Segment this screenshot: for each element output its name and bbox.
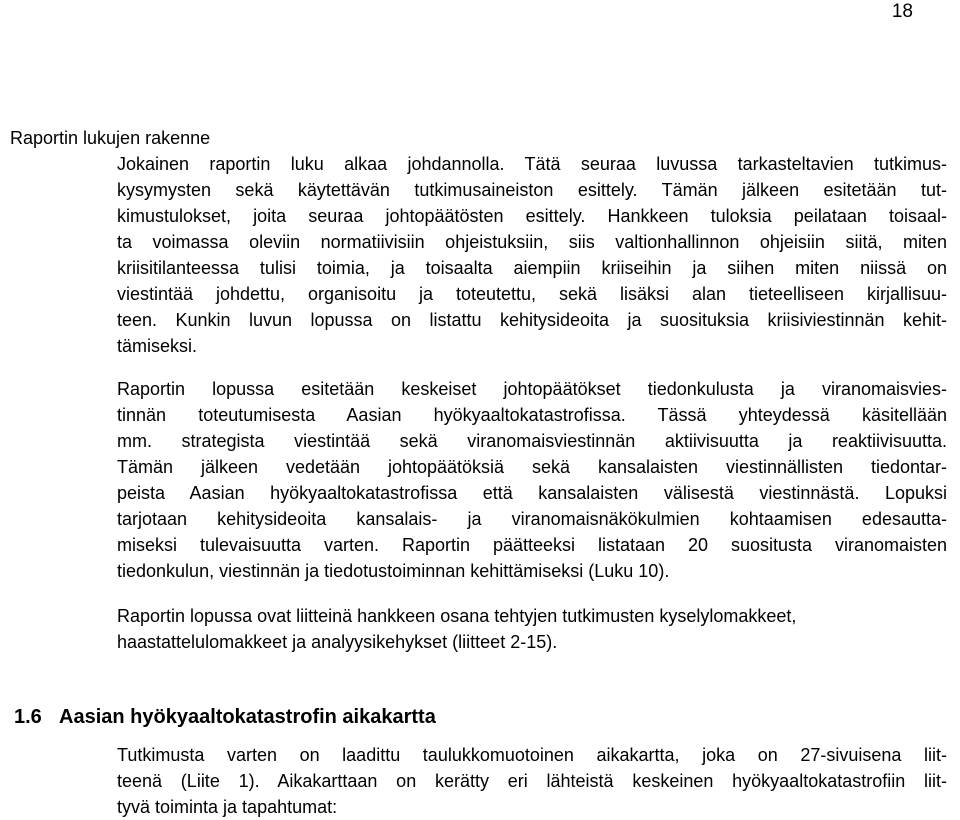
text-line: Tämän jälkeen vedetään johtopäätöksiä sekä kansalaisten viestinnällisten tiedontar- <box>117 457 947 477</box>
text-line: peista Aasian hyökyaaltokatastrofissa että kansalaisten välisestä viestinnästä. Lopuksi <box>117 483 947 503</box>
text-line: Raportin lopussa ovat liitteinä hankkeen osana tehtyjen tutkimusten kyselylomakkeet, <box>117 606 797 626</box>
text-line: kysymysten sekä käytettävän tutkimusaineiston esittely. Tämän jälkeen esitetään tut- <box>117 180 947 200</box>
text-line: ta voimassa oleviin normatiivisiin ohjeistuksiin, siis valtionhallinnon ohjeisiin siitä, miten <box>117 232 947 252</box>
text-line: Raportin lopussa esitetään keskeiset johtopäätökset tiedonkulusta ja viranomaisvies- <box>117 379 947 399</box>
text-line: viestintää johdettu, organisoitu ja toteutettu, sekä lisäksi alan tieteelliseen kirjallisuu- <box>117 284 947 304</box>
text-line: tyvä toiminta ja tapahtumat: <box>117 797 338 817</box>
text-line: mm. strategista viestintää sekä viranomaisviestinnän aktiivisuutta ja reaktiivisuutta. <box>117 431 947 451</box>
section-heading <box>14 703 436 731</box>
page-number: 18 <box>891 1 913 22</box>
text-line: Jokainen raportin luku alkaa johdannolla. Tätä seuraa luvussa tarkasteltavien tutkimus- <box>117 154 947 174</box>
text-line: tarjotaan kehitysideoita kansalais- ja viranomaisnäkökulmien kohtaamisen edesautta- <box>117 509 947 529</box>
text-line: miseksi tulevaisuutta varten. Raportin päätteeksi listataan 20 suositusta viranomaisten <box>117 535 947 555</box>
section-number: 1.6 <box>14 706 42 728</box>
text-line: tiedonkulun, viestinnän ja tiedotustoiminnan kehittämiseksi (Luku 10). <box>117 561 670 581</box>
text-line: tinnän toteutumisesta Aasian hyökyaaltokatastrofissa. Tässä yhteydessä käsitellään <box>117 405 947 425</box>
text-line: tämiseksi. <box>117 336 198 356</box>
section-heading-title: Aasian hyökyaaltokatastrofin aikakartta <box>59 706 436 728</box>
section-title: Raportin lukujen rakenne <box>10 128 211 148</box>
text-line: teenä (Liite 1). Aikakarttaan on kerätty eri lähteistä keskeinen hyökyaaltokatastrofiin liit- <box>117 771 947 791</box>
text-line: kimustulokset, joita seuraa johtopäätösten esittely. Hankkeen tuloksia peilataan toisaal- <box>117 206 947 226</box>
text-line: kriisitilanteessa tulisi toimia, ja toisaalta aiempiin kriiseihin ja siihen miten niissä on <box>117 258 947 278</box>
text-line: teen. Kunkin luvun lopussa on listattu kehitysideoita ja suosituksia kriisiviestinnän kehit- <box>117 310 947 330</box>
text-line: haastattelulomakkeet ja analyysikehykset (liitteet 2-15). <box>117 632 558 652</box>
text-line: Tutkimusta varten on laadittu taulukkomuotoinen aikakartta, joka on 27-sivuisena liit- <box>117 745 947 765</box>
